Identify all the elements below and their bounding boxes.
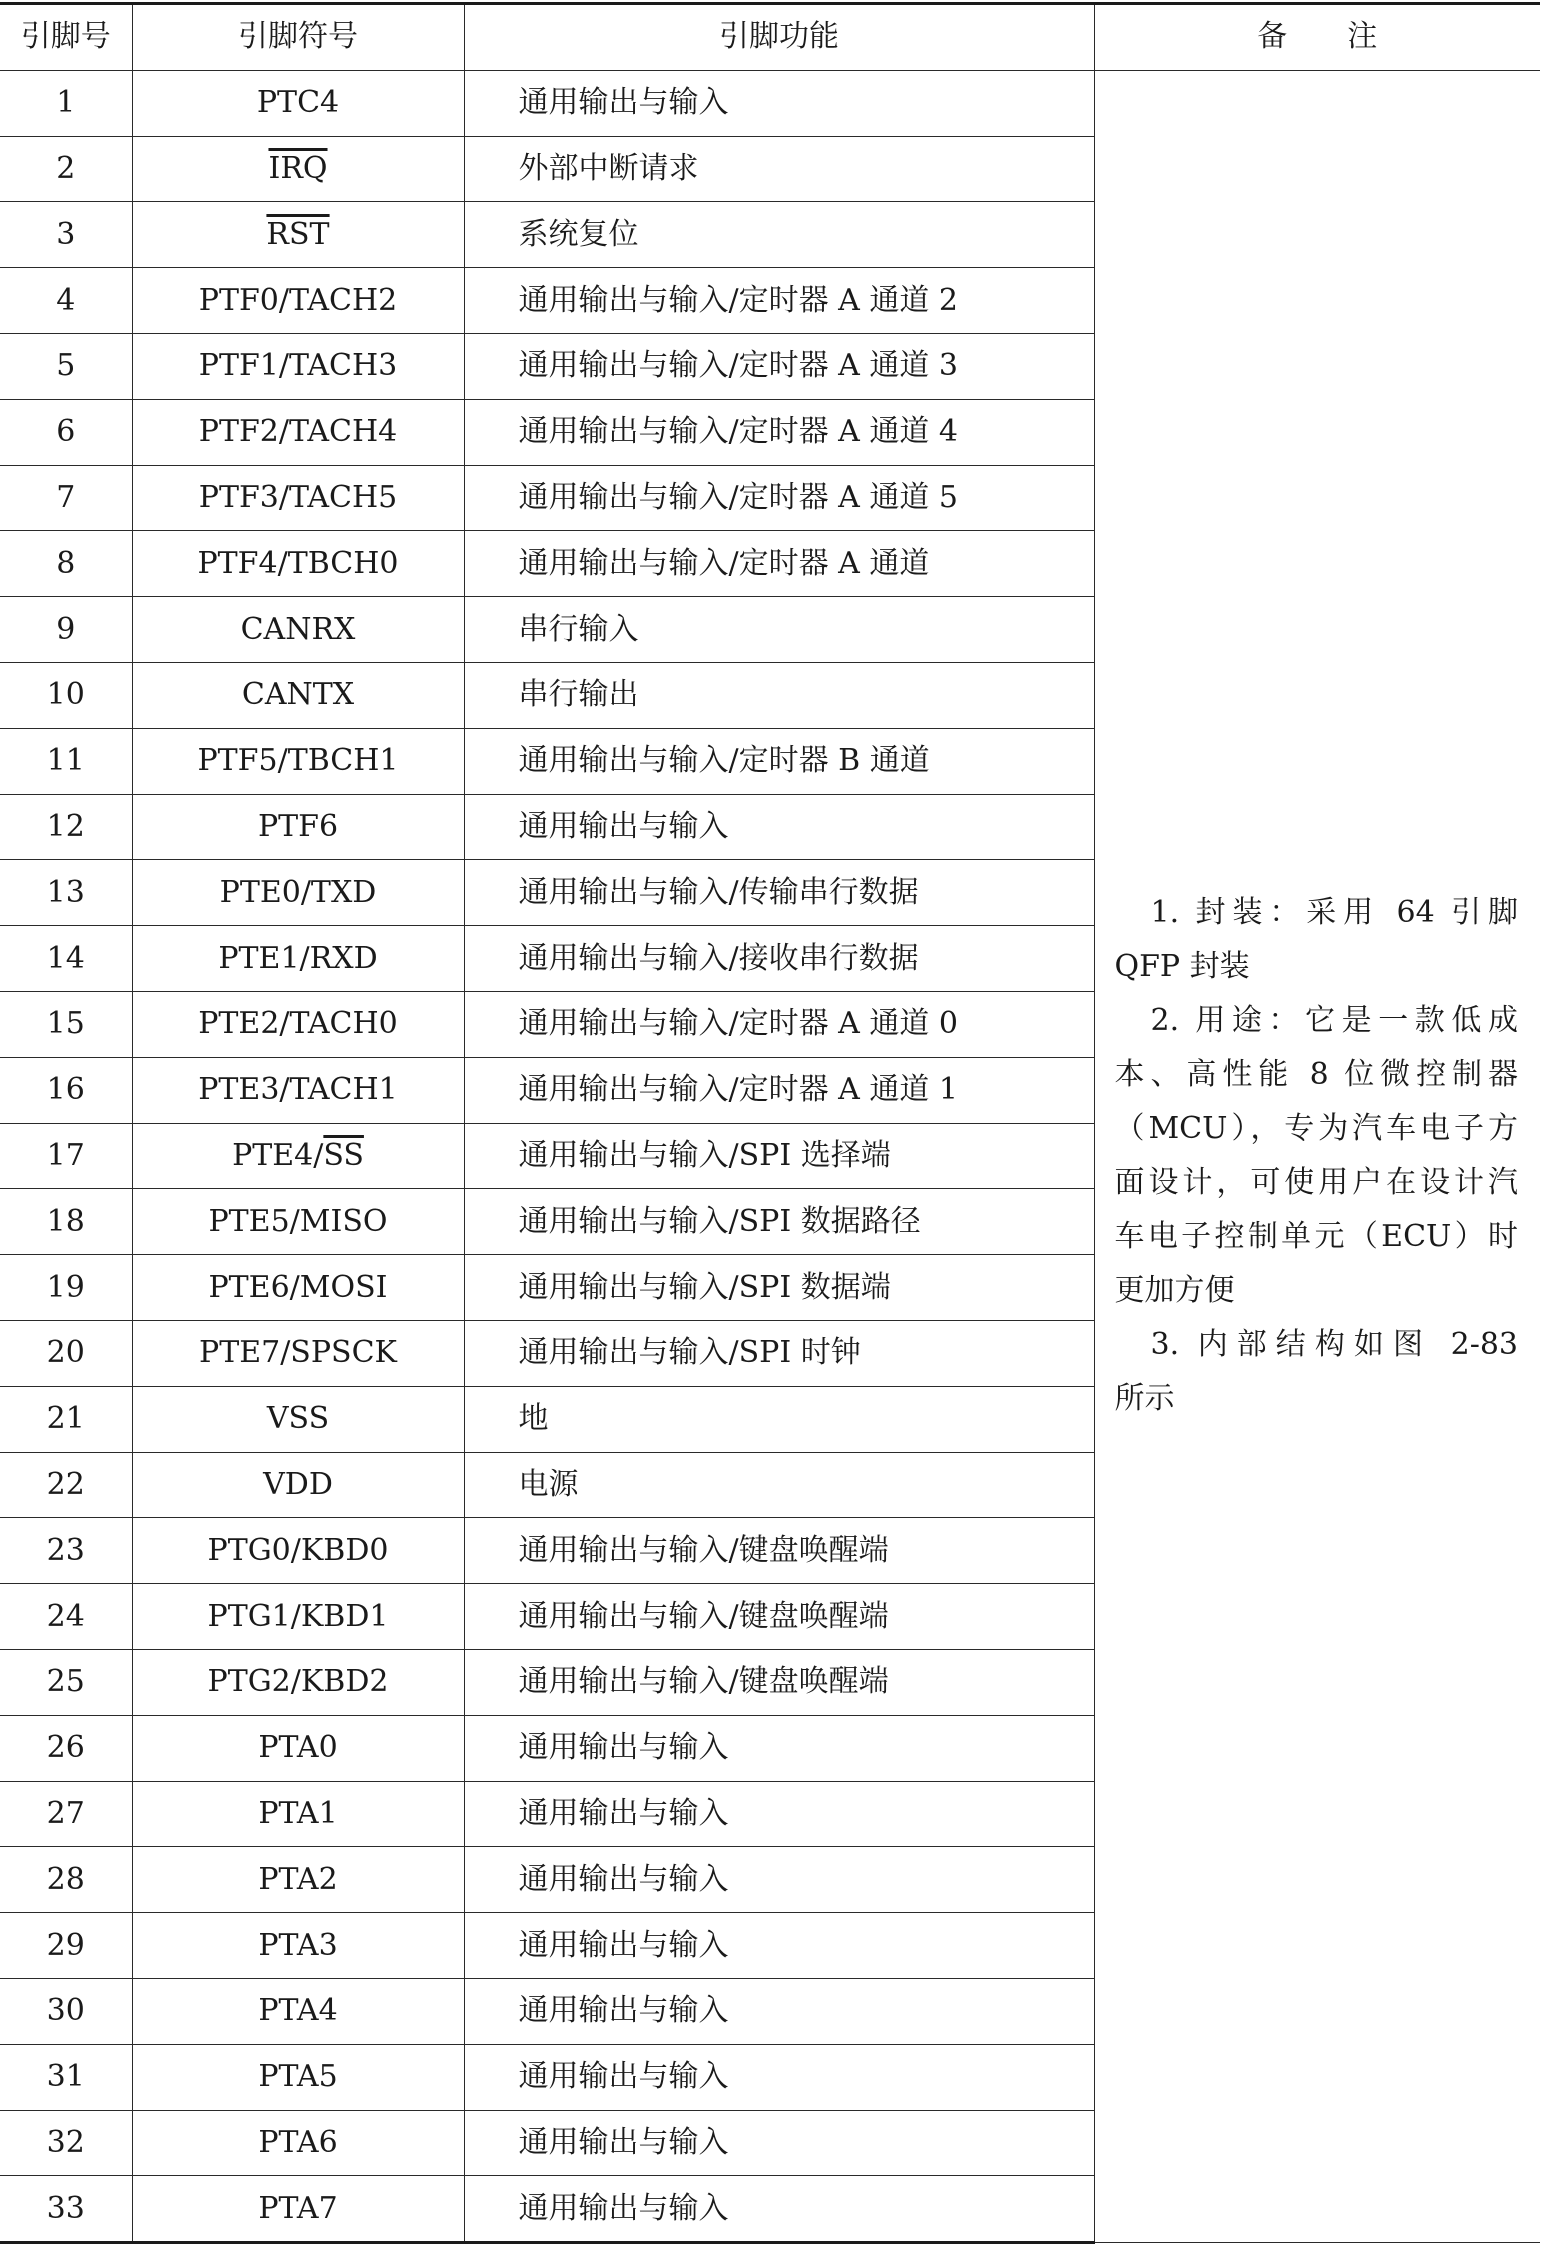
pin-symbol-text: PTF1/TACH3 bbox=[198, 348, 398, 384]
pin-number: 4 bbox=[0, 268, 132, 334]
pin-function: 通用输出与输入/定时器 A 通道 4 bbox=[464, 399, 1094, 465]
pin-symbol-text: PTF0/TACH2 bbox=[198, 282, 398, 318]
pin-symbol-text: PTE1/RXD bbox=[218, 940, 378, 976]
pin-number: 5 bbox=[0, 333, 132, 399]
pin-function: 通用输出与输入/键盘唤醒端 bbox=[464, 1584, 1094, 1650]
pin-function: 通用输出与输入 bbox=[464, 1913, 1094, 1979]
pin-number: 12 bbox=[0, 794, 132, 860]
pin-symbol bbox=[132, 1386, 464, 1452]
pin-symbol-text: CANRX bbox=[240, 611, 356, 647]
pin-function: 电源 bbox=[464, 1452, 1094, 1518]
pin-symbol bbox=[132, 202, 464, 268]
pin-number: 33 bbox=[0, 2176, 132, 2243]
pin-symbol-text: PTF6 bbox=[257, 808, 339, 844]
pin-function: 通用输出与输入/SPI 数据端 bbox=[464, 1255, 1094, 1321]
pin-symbol-text: PTF2/TACH4 bbox=[198, 414, 398, 450]
pin-symbol bbox=[132, 1978, 464, 2044]
pin-number: 18 bbox=[0, 1189, 132, 1255]
table-row bbox=[0, 70, 1540, 136]
remark-line: 2. 用途：它是一款低成 bbox=[1150, 1003, 1518, 1039]
pin-number: 10 bbox=[0, 662, 132, 728]
pin-function: 外部中断请求 bbox=[464, 136, 1094, 202]
header-remark bbox=[1094, 4, 1540, 71]
pin-symbol bbox=[132, 1189, 464, 1255]
pin-symbol-text: PTF3/TACH5 bbox=[198, 479, 398, 515]
pin-number: 3 bbox=[0, 202, 132, 268]
pin-number: 31 bbox=[0, 2044, 132, 2110]
pin-number: 7 bbox=[0, 465, 132, 531]
pin-function: 通用输出与输入/SPI 选择端 bbox=[464, 1123, 1094, 1189]
pin-number: 13 bbox=[0, 860, 132, 926]
pin-symbol-text: PTG0/KBD0 bbox=[207, 1532, 389, 1568]
pin-symbol bbox=[132, 2044, 464, 2110]
pin-function: 串行输入 bbox=[464, 597, 1094, 663]
remark-line: 更加方便 bbox=[1114, 1273, 1235, 1309]
pin-function: 通用输出与输入/定时器 A 通道 2 bbox=[464, 268, 1094, 334]
pin-function: 通用输出与输入/键盘唤醒端 bbox=[464, 1518, 1094, 1584]
remark-line: 本、高性能 8 位微控制器 bbox=[1114, 1057, 1518, 1093]
pin-symbol bbox=[132, 860, 464, 926]
pin-symbol bbox=[132, 1781, 464, 1847]
pin-symbol-text: PTA2 bbox=[258, 1861, 338, 1897]
remark-cell bbox=[1094, 70, 1540, 2242]
header-remark-a: 备 bbox=[1257, 19, 1288, 55]
pin-function: 通用输出与输入 bbox=[464, 1781, 1094, 1847]
pin-symbol bbox=[132, 1584, 464, 1650]
pin-function: 通用输出与输入/传输串行数据 bbox=[464, 860, 1094, 926]
pin-number: 32 bbox=[0, 2110, 132, 2176]
remark-line: QFP 封装 bbox=[1114, 949, 1250, 985]
pin-number: 1 bbox=[0, 70, 132, 136]
pin-symbol bbox=[132, 399, 464, 465]
pin-number: 21 bbox=[0, 1386, 132, 1452]
pin-function: 通用输出与输入/接收串行数据 bbox=[464, 926, 1094, 992]
pin-symbol bbox=[132, 926, 464, 992]
pin-symbol bbox=[132, 1123, 464, 1189]
pin-symbol-text: PTA7 bbox=[258, 2190, 338, 2226]
pin-function: 通用输出与输入 bbox=[464, 794, 1094, 860]
pin-function: 通用输出与输入/SPI 数据路径 bbox=[464, 1189, 1094, 1255]
header-row bbox=[0, 4, 1540, 71]
remark-line: 车电子控制单元（ECU）时 bbox=[1114, 1219, 1518, 1255]
pin-symbol-text: PTE6/MOSI bbox=[208, 1269, 388, 1305]
pin-function: 通用输出与输入/定时器 A 通道 5 bbox=[464, 465, 1094, 531]
pin-symbol bbox=[132, 662, 464, 728]
pin-symbol-text: PTG2/KBD2 bbox=[207, 1664, 389, 1700]
pin-function: 通用输出与输入/定时器 A 通道 1 bbox=[464, 1057, 1094, 1123]
pin-symbol bbox=[132, 794, 464, 860]
pin-number: 14 bbox=[0, 926, 132, 992]
pin-symbol bbox=[132, 1518, 464, 1584]
pin-number: 15 bbox=[0, 991, 132, 1057]
pin-number: 29 bbox=[0, 1913, 132, 1979]
pin-table bbox=[0, 2, 1540, 2244]
pin-number: 26 bbox=[0, 1715, 132, 1781]
pin-number: 23 bbox=[0, 1518, 132, 1584]
pin-number: 11 bbox=[0, 728, 132, 794]
pin-symbol-overline-text: $\overline{IRQ}$ bbox=[268, 150, 328, 186]
pin-number: 2 bbox=[0, 136, 132, 202]
pin-symbol bbox=[132, 1715, 464, 1781]
pin-function: 通用输出与输入 bbox=[464, 1978, 1094, 2044]
pin-symbol bbox=[132, 1649, 464, 1715]
pin-number: 24 bbox=[0, 1584, 132, 1650]
pin-symbol-text: PTA6 bbox=[258, 2124, 338, 2160]
pin-symbol bbox=[132, 1847, 464, 1913]
pin-symbol bbox=[132, 728, 464, 794]
pin-function: 通用输出与输入/键盘唤醒端 bbox=[464, 1649, 1094, 1715]
pin-symbol-text: PTE7/SPSCK bbox=[199, 1335, 397, 1371]
pin-symbol-text: PTA0 bbox=[258, 1730, 338, 1766]
pin-symbol-text: PTE2/TACH0 bbox=[198, 1006, 398, 1042]
pin-number: 28 bbox=[0, 1847, 132, 1913]
pin-number: 27 bbox=[0, 1781, 132, 1847]
pin-symbol bbox=[132, 531, 464, 597]
pin-symbol-text: PTE5/MISO bbox=[208, 1203, 388, 1239]
remark-line: （MCU），专为汽车电子方 bbox=[1114, 1111, 1518, 1147]
pin-function: 通用输出与输入/定时器 A 通道 bbox=[464, 531, 1094, 597]
pin-function: 通用输出与输入 bbox=[464, 2176, 1094, 2243]
remark-line: 1. 封装：采用 64 引脚 bbox=[1150, 895, 1518, 931]
pin-symbol bbox=[132, 1255, 464, 1321]
pin-number: 17 bbox=[0, 1123, 132, 1189]
pin-number: 20 bbox=[0, 1320, 132, 1386]
pin-function: 通用输出与输入 bbox=[464, 1715, 1094, 1781]
pin-symbol-overline-text: $\overline{SS}$ bbox=[323, 1137, 364, 1173]
pin-number: 16 bbox=[0, 1057, 132, 1123]
pin-number: 19 bbox=[0, 1255, 132, 1321]
table-body bbox=[0, 70, 1540, 2242]
pin-symbol-text: PTE0/TXD bbox=[219, 874, 377, 910]
pin-symbol bbox=[132, 2176, 464, 2243]
pin-symbol bbox=[132, 2110, 464, 2176]
pin-function: 系统复位 bbox=[464, 202, 1094, 268]
pin-symbol bbox=[132, 465, 464, 531]
header-pin-symbol: 引脚符号 bbox=[132, 4, 464, 71]
header-pin-no: 引脚号 bbox=[0, 4, 132, 71]
pin-symbol bbox=[132, 268, 464, 334]
pin-function: 通用输出与输入/定时器 A 通道 0 bbox=[464, 991, 1094, 1057]
pin-function: 通用输出与输入/定时器 A 通道 3 bbox=[464, 333, 1094, 399]
pin-symbol-text: PTA1 bbox=[258, 1795, 338, 1831]
pin-number: 22 bbox=[0, 1452, 132, 1518]
pin-number: 30 bbox=[0, 1978, 132, 2044]
pin-symbol bbox=[132, 597, 464, 663]
pin-symbol-text: PTF5/TBCH1 bbox=[197, 743, 399, 779]
pin-function: 通用输出与输入/定时器 B 通道 bbox=[464, 728, 1094, 794]
pin-number: 9 bbox=[0, 597, 132, 663]
pin-number: 25 bbox=[0, 1649, 132, 1715]
pin-number: 8 bbox=[0, 531, 132, 597]
header-pin-function: 引脚功能 bbox=[464, 4, 1094, 71]
pin-symbol-text: PTF4/TBCH0 bbox=[197, 545, 399, 581]
remark-line: 所示 bbox=[1114, 1381, 1175, 1417]
pin-function: 通用输出与输入 bbox=[464, 70, 1094, 136]
remark-line: 3. 内部结构如图 2-83 bbox=[1150, 1327, 1518, 1363]
pin-symbol-text: CANTX bbox=[241, 677, 355, 713]
pin-symbol bbox=[132, 1320, 464, 1386]
pin-symbol-text: VDD bbox=[263, 1466, 333, 1502]
pin-function: 通用输出与输入/SPI 时钟 bbox=[464, 1320, 1094, 1386]
pin-symbol-overline-text: $\overline{RST}$ bbox=[266, 216, 330, 252]
pin-function: 通用输出与输入 bbox=[464, 1847, 1094, 1913]
pin-symbol bbox=[132, 70, 464, 136]
pin-symbol-text: PTA3 bbox=[258, 1927, 338, 1963]
pin-symbol-text: PTE3/TACH1 bbox=[198, 1072, 398, 1108]
pin-symbol bbox=[132, 1057, 464, 1123]
pin-symbol-text: PTC4 bbox=[256, 85, 340, 121]
pin-function: 串行输出 bbox=[464, 662, 1094, 728]
pin-symbol-text: VSS bbox=[266, 1401, 330, 1437]
remark-line: 面设计，可使用户在设计汽 bbox=[1114, 1165, 1518, 1201]
pin-symbol-text: PTA5 bbox=[258, 2059, 338, 2095]
pin-number: 6 bbox=[0, 399, 132, 465]
pin-symbol-text: PTG1/KBD1 bbox=[207, 1598, 389, 1634]
pin-symbol bbox=[132, 1913, 464, 1979]
pin-symbol bbox=[132, 991, 464, 1057]
pin-symbol-text: PTE4/ bbox=[232, 1137, 324, 1173]
pin-function: 通用输出与输入 bbox=[464, 2044, 1094, 2110]
pin-symbol-text: PTA4 bbox=[258, 1993, 338, 2029]
header-remark-b: 注 bbox=[1347, 19, 1378, 55]
pin-symbol bbox=[132, 136, 464, 202]
pin-symbol bbox=[132, 333, 464, 399]
pin-function: 通用输出与输入 bbox=[464, 2110, 1094, 2176]
pin-symbol bbox=[132, 1452, 464, 1518]
pin-function: 地 bbox=[464, 1386, 1094, 1452]
